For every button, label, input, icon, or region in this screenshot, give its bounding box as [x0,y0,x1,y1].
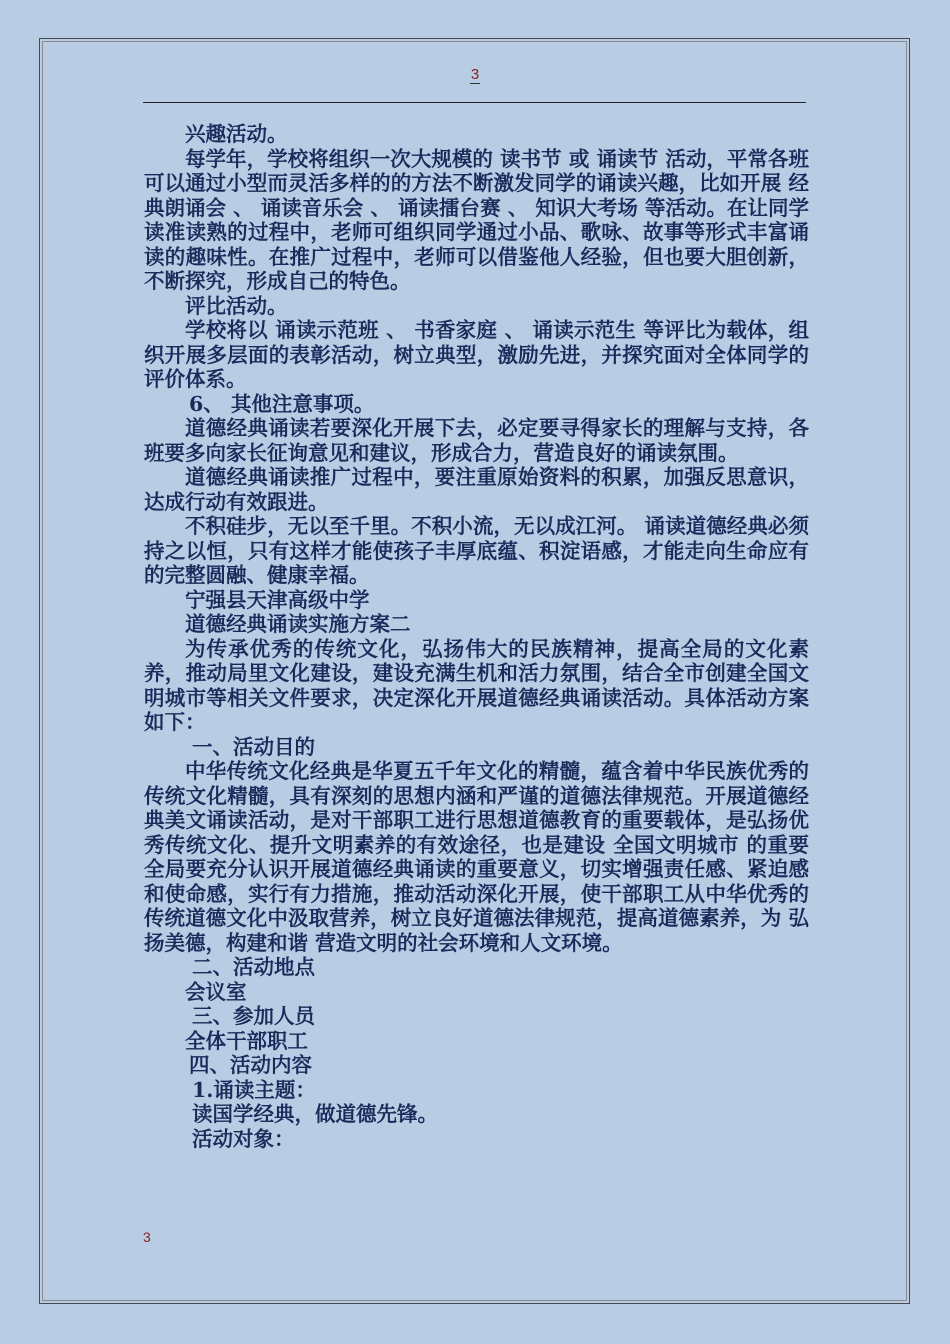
paragraph: 读国学经典，做道德先锋。 [192,1102,438,1126]
paragraph: 学校将以 诵读示范班 、 书香家庭 、 诵读示范生 等评比为载体，组织开展多层面的表彰活动，树立典型，激励先进，并探究面对全体同学的评价体系。 [144,318,809,391]
paragraph: 全体干部职工 [185,1028,308,1053]
paragraph: 为传承优秀的传统文化，弘扬伟大的民族精神，提高全局的文化素养，推动局里文化建设，建设充满生机和活力氛围，结合全市创建全国文明城市等相关文件要求，决定深化开展道德经典诵读活动。具体活动方案如下： [144,636,809,734]
section-heading: 6、 其他注意事项。 [189,391,375,416]
paragraph: 不积硅步，无以至千里。不积小流，无以成江河。 诵读道德经典必须持之以恒，只有这样才能使孩子丰厚底蕴、积淀语感，才能走向生命应有的完整圆融、健康幸福。 [144,514,809,587]
paragraph: 每学年，学校将组织一次大规模的 读书节 或 诵读节 活动，平常各班可以通过小型而灵活多样的的方法不断激发同学的诵读兴趣，比如开展 经典朗诵会 、 诵读音乐会 、 诵读擂台赛 、 知识大考场 等活动。在让同学读准读熟的过程中，老师可组织同学通过小品、歌咏、故事等形式丰富诵读的趣味性。在推广过程中，老师可以借鉴他人经验，但也要大胆创新，不断探究，形成自己的特色。 [144,146,809,293]
document-title: 道德经典诵读实施方案二 [185,612,411,636]
sub-heading: 活动对象： [192,1126,295,1151]
section-heading: 二、活动地点 [192,955,315,979]
paragraph: 评比活动。 [185,293,288,318]
section-heading: 三、参加人员 [192,1004,315,1028]
paragraph: 道德经典诵读若要深化开展下去，必定要寻得家长的理解与支持，各班要多向家长征询意见和建议，形成合力，营造良好的诵读氛围。 [144,416,809,465]
school-name: 宁强县天津高级中学 [185,587,370,612]
paragraph: 道德经典诵读推广过程中，要注重原始资料的积累，加强反思意识，达成行动有效跟进。 [144,465,809,514]
document-body [144,122,809,1151]
paragraph: 会议室 [185,979,247,1004]
section-heading: 四、活动内容 [189,1053,312,1077]
sub-heading: 1.诵读主题： [192,1077,316,1102]
header-rule [143,102,806,103]
paragraph: 中华传统文化经典是华夏五千年文化的精髓，蕴含着中华民族优秀的传统文化精髓，具有深刻的思想内涵和严谨的道德法律规范。开展道德经典美文诵读活动，是对干部职工进行思想道德教育的重要载体，是弘扬优秀传统文化、提升文明素养的有效途径，也是建设 全国文明城市 的重要全局要充分认识开展道德经典诵读的重要意义，切实增强责任感、紧迫感和使命感，实行有力措施，推动活动深化开展，使干部职工从中华优秀的传统道德文化中汲取营养，树立良好道德法律规范，提高道德素养，为 弘扬美德，构建和谐 营造文明的社会环境和人文环境。 [144,759,809,955]
footer-page-number: 3 [143,1229,151,1245]
section-heading: 一、活动目的 [192,734,315,759]
header-page-number: 3 [470,66,480,83]
paragraph: 兴趣活动。 [185,122,288,146]
